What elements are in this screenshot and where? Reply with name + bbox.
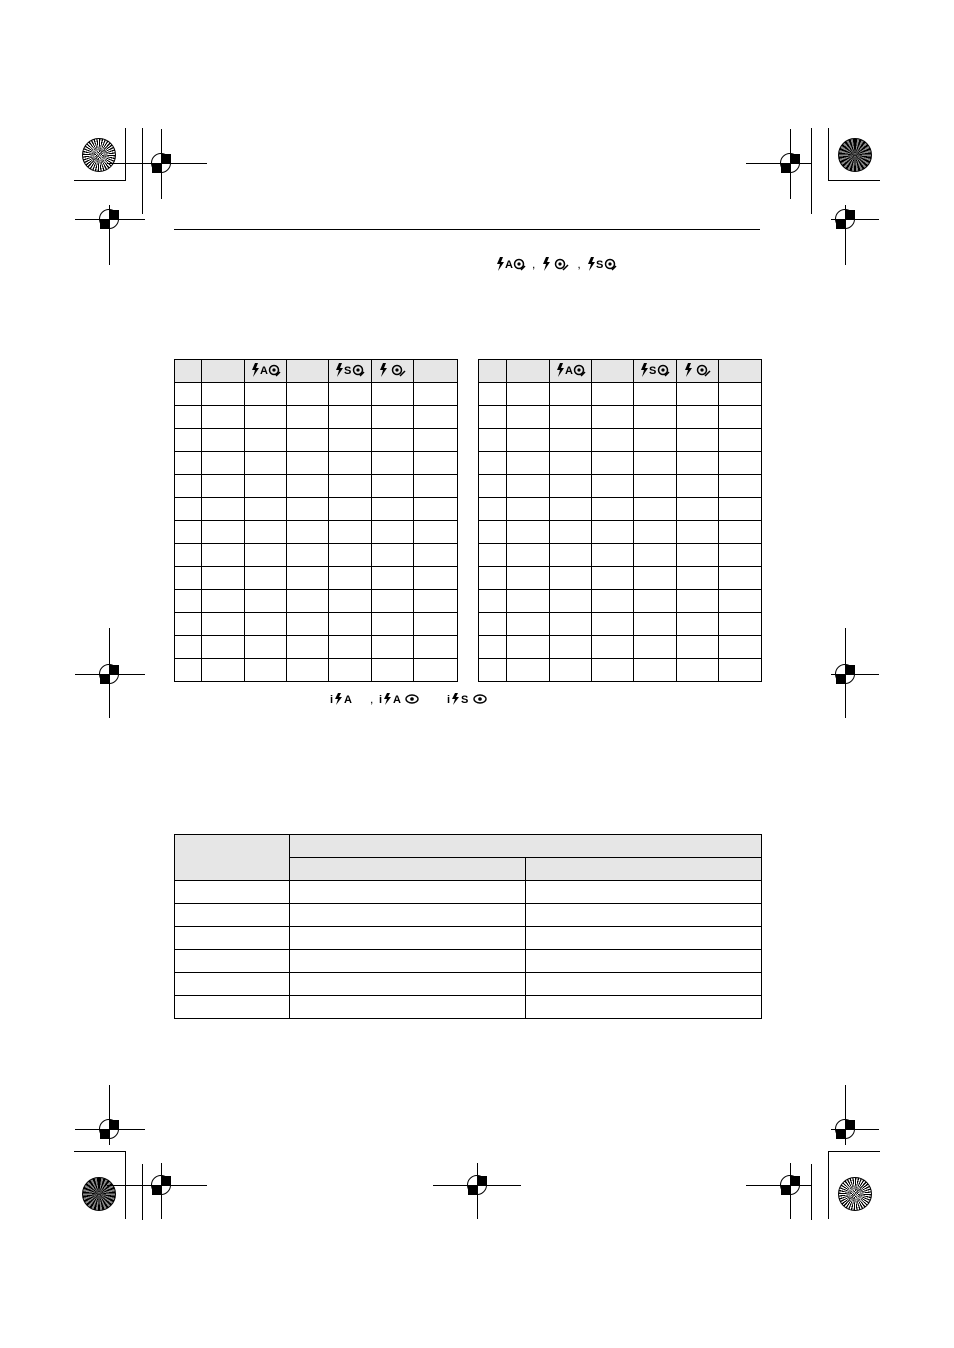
- table-cell: [634, 498, 677, 521]
- table-cell: [175, 636, 202, 659]
- table-cell: [372, 475, 414, 498]
- table-cell: [245, 659, 287, 682]
- flash-distance-table: [174, 834, 762, 1019]
- table-cell: [550, 636, 592, 659]
- table-cell: [372, 521, 414, 544]
- flash-slow-redeye-icon: [587, 256, 617, 272]
- table-cell: [329, 475, 372, 498]
- table-cell: [414, 452, 458, 475]
- table-cell: [526, 904, 762, 927]
- table-cell: [329, 429, 372, 452]
- table-cell: [372, 659, 414, 682]
- table-cell: [677, 567, 719, 590]
- table-cell: [550, 613, 592, 636]
- table-cell: [372, 613, 414, 636]
- table-row: [479, 475, 762, 498]
- table-cell: [202, 636, 245, 659]
- table-cell: [719, 521, 762, 544]
- table-cell: [677, 521, 719, 544]
- header-cell: [414, 360, 458, 383]
- header-cell: [592, 360, 634, 383]
- table-cell: [550, 544, 592, 567]
- table-cell: [372, 544, 414, 567]
- table-cell: [592, 406, 634, 429]
- table-row: [175, 904, 762, 927]
- table-cell: [329, 521, 372, 544]
- table-row: [479, 521, 762, 544]
- table-cell: [329, 613, 372, 636]
- table-cell: [526, 996, 762, 1019]
- table-cell: [479, 383, 507, 406]
- table-cell: [287, 590, 329, 613]
- header-cell: [634, 360, 677, 383]
- flash-slow-redeye-icon: [335, 362, 365, 378]
- svg-text:A: A: [344, 694, 352, 706]
- table-cell: [329, 659, 372, 682]
- table-cell: [372, 429, 414, 452]
- header-cell: [175, 360, 202, 383]
- table-cell: [414, 636, 458, 659]
- header-cell: [329, 360, 372, 383]
- table-cell: [414, 383, 458, 406]
- table-cell: [329, 590, 372, 613]
- table-cell: [479, 521, 507, 544]
- table-row: [175, 544, 458, 567]
- registration-sunburst-icon: [82, 1177, 116, 1211]
- table-row: [479, 590, 762, 613]
- table-cell: [202, 521, 245, 544]
- table-cell: [414, 406, 458, 429]
- table-cell: [175, 659, 202, 682]
- table-cell: [287, 475, 329, 498]
- table-cell: [245, 613, 287, 636]
- table-row: [479, 567, 762, 590]
- table-cell: [634, 475, 677, 498]
- table-cell: [677, 544, 719, 567]
- table-cell: [550, 498, 592, 521]
- table-cell: [287, 544, 329, 567]
- table-cell: [414, 567, 458, 590]
- table-cell: [507, 383, 550, 406]
- table-cell: [372, 383, 414, 406]
- table-cell: [202, 613, 245, 636]
- table-cell: [175, 544, 202, 567]
- table-header-row: [175, 360, 458, 383]
- registration-sunburst-icon: [838, 138, 872, 172]
- range-table-corner-cell: [175, 835, 290, 881]
- svg-text:S: S: [344, 364, 352, 377]
- table-row: [479, 452, 762, 475]
- table-cell: [719, 590, 762, 613]
- table-cell: [245, 406, 287, 429]
- table-cell: [202, 406, 245, 429]
- table-cell: [592, 383, 634, 406]
- table-cell: [479, 406, 507, 429]
- table-cell: [634, 659, 677, 682]
- table-cell: [414, 590, 458, 613]
- table-row: [479, 613, 762, 636]
- table-cell: [245, 544, 287, 567]
- table-cell: [202, 429, 245, 452]
- header-cell: [479, 360, 507, 383]
- table-cell: [550, 429, 592, 452]
- flash-on-redeye-icon: [378, 362, 408, 378]
- table-cell: [507, 429, 550, 452]
- table-cell: [592, 521, 634, 544]
- table-cell: [175, 881, 290, 904]
- table-cell: [507, 544, 550, 567]
- table-cell: [175, 429, 202, 452]
- table-cell: [202, 659, 245, 682]
- table-cell: [479, 659, 507, 682]
- table-cell: [507, 659, 550, 682]
- table-cell: [677, 452, 719, 475]
- table-cell: [175, 452, 202, 475]
- table-cell: [719, 567, 762, 590]
- table-cell: [592, 452, 634, 475]
- table-cell: [592, 567, 634, 590]
- svg-text:S: S: [595, 259, 604, 271]
- svg-text:A: A: [505, 259, 513, 271]
- table-row: [479, 636, 762, 659]
- range-table-subheader-tele: [526, 858, 762, 881]
- table-cell: [245, 498, 287, 521]
- table-cell: [719, 383, 762, 406]
- flash-on-redeye-icon: [683, 362, 713, 378]
- table-cell: [245, 636, 287, 659]
- table-row: [479, 659, 762, 682]
- table-cell: [287, 659, 329, 682]
- intelligent-flash-auto-redeye-icon: [379, 692, 423, 706]
- table-cell: [290, 927, 526, 950]
- table-cell: [290, 904, 526, 927]
- table-cell: [550, 659, 592, 682]
- table-cell: [592, 636, 634, 659]
- table-cell: [550, 452, 592, 475]
- table-cell: [634, 567, 677, 590]
- header-cell: [507, 360, 550, 383]
- table-cell: [550, 406, 592, 429]
- table-cell: [290, 881, 526, 904]
- flash-auto-redeye-icon: [496, 256, 526, 272]
- table-cell: [592, 544, 634, 567]
- table-cell: [202, 498, 245, 521]
- intelligent-flash-auto-icon: [330, 692, 364, 706]
- table-row: [175, 452, 458, 475]
- range-table-subheader-wide: [290, 858, 526, 881]
- table-row: [175, 383, 458, 406]
- table-cell: [202, 544, 245, 567]
- table-cell: [592, 659, 634, 682]
- table-cell: [175, 475, 202, 498]
- table-row: [479, 406, 762, 429]
- table-cell: [245, 452, 287, 475]
- table-cell: [329, 383, 372, 406]
- svg-text:A: A: [564, 364, 573, 377]
- table-cell: [414, 613, 458, 636]
- table-cell: [479, 475, 507, 498]
- table-row: [175, 567, 458, 590]
- table-cell: [329, 452, 372, 475]
- table-cell: [290, 973, 526, 996]
- table-cell: [372, 498, 414, 521]
- table-cell: [507, 406, 550, 429]
- table-cell: [677, 590, 719, 613]
- table-row: [175, 613, 458, 636]
- table-cell: [245, 521, 287, 544]
- table-cell: [479, 590, 507, 613]
- header-cell: [719, 360, 762, 383]
- table-cell: [634, 429, 677, 452]
- table-cell: [372, 567, 414, 590]
- table-row: [479, 383, 762, 406]
- table-cell: [634, 521, 677, 544]
- table-header-row: [479, 360, 762, 383]
- header-cell: [372, 360, 414, 383]
- footnote-flash-icons: i A , i A i S: [330, 692, 491, 706]
- table-cell: [372, 636, 414, 659]
- table-cell: [479, 498, 507, 521]
- header-flash-icons: A , , S: [496, 256, 617, 272]
- header-cell: [202, 360, 245, 383]
- table-cell: [175, 973, 290, 996]
- table-cell: [175, 406, 202, 429]
- table-cell: [550, 383, 592, 406]
- table-cell: [329, 498, 372, 521]
- table-cell: [202, 567, 245, 590]
- table-row: [175, 927, 762, 950]
- svg-text:A: A: [393, 694, 402, 706]
- table-cell: [175, 613, 202, 636]
- table-cell: [507, 475, 550, 498]
- table-cell: [202, 590, 245, 613]
- table-cell: [507, 636, 550, 659]
- table-cell: [287, 406, 329, 429]
- table-cell: [677, 636, 719, 659]
- flash-auto-redeye-icon: [556, 362, 586, 378]
- table-cell: [287, 429, 329, 452]
- table-cell: [526, 973, 762, 996]
- flash-range-table-right: [478, 359, 762, 682]
- table-cell: [719, 429, 762, 452]
- table-cell: [550, 521, 592, 544]
- table-cell: [414, 475, 458, 498]
- table-cell: [507, 567, 550, 590]
- table-cell: [414, 659, 458, 682]
- table-cell: [479, 613, 507, 636]
- table-row: [479, 429, 762, 452]
- table-cell: [634, 613, 677, 636]
- table-row: [175, 950, 762, 973]
- table-cell: [719, 613, 762, 636]
- flash-on-redeye-icon: [541, 256, 571, 272]
- flash-auto-redeye-icon: [251, 362, 281, 378]
- table-row: [175, 498, 458, 521]
- table-cell: [634, 590, 677, 613]
- flash-range-table-left: [174, 359, 458, 682]
- table-row: [175, 659, 458, 682]
- table-cell: [507, 613, 550, 636]
- table-cell: [550, 590, 592, 613]
- registration-sunburst-icon: [82, 138, 116, 172]
- table-cell: [202, 452, 245, 475]
- registration-sunburst-icon: [838, 1177, 872, 1211]
- table-cell: [719, 544, 762, 567]
- table-cell: [245, 429, 287, 452]
- table-cell: [550, 567, 592, 590]
- table-cell: [634, 383, 677, 406]
- table-cell: [719, 406, 762, 429]
- table-cell: [526, 950, 762, 973]
- table-cell: [287, 636, 329, 659]
- table-cell: [329, 636, 372, 659]
- table-cell: [329, 567, 372, 590]
- svg-text:A: A: [259, 364, 268, 377]
- table-cell: [202, 475, 245, 498]
- table-cell: [592, 590, 634, 613]
- table-cell: [507, 590, 550, 613]
- table-cell: [287, 521, 329, 544]
- table-cell: [287, 498, 329, 521]
- table-cell: [414, 521, 458, 544]
- table-row: [175, 636, 458, 659]
- range-table-group-header: [290, 835, 762, 858]
- table-cell: [550, 475, 592, 498]
- svg-text:i: i: [330, 694, 334, 706]
- table-cell: [677, 498, 719, 521]
- table-cell: [479, 636, 507, 659]
- table-cell: [245, 475, 287, 498]
- svg-text:S: S: [461, 694, 469, 706]
- table-cell: [634, 636, 677, 659]
- table-cell: [175, 996, 290, 1019]
- table-cell: [719, 636, 762, 659]
- header-cell: [550, 360, 592, 383]
- table-cell: [592, 475, 634, 498]
- svg-text:S: S: [649, 364, 657, 377]
- table-row: [175, 475, 458, 498]
- table-cell: [479, 429, 507, 452]
- table-cell: [287, 383, 329, 406]
- table-cell: [634, 406, 677, 429]
- table-cell: [677, 659, 719, 682]
- table-cell: [287, 567, 329, 590]
- table-cell: [372, 590, 414, 613]
- table-cell: [677, 406, 719, 429]
- svg-text:i: i: [447, 694, 451, 706]
- table-cell: [592, 613, 634, 636]
- table-cell: [719, 659, 762, 682]
- table-cell: [507, 452, 550, 475]
- table-cell: [677, 475, 719, 498]
- table-cell: [175, 383, 202, 406]
- header-rule: [174, 229, 760, 230]
- table-cell: [526, 881, 762, 904]
- table-cell: [175, 590, 202, 613]
- table-row: [175, 996, 762, 1019]
- intelligent-flash-slow-redeye-icon: [447, 692, 491, 706]
- table-cell: [245, 383, 287, 406]
- table-cell: [526, 927, 762, 950]
- table-cell: [719, 498, 762, 521]
- table-row: [175, 973, 762, 996]
- table-cell: [175, 521, 202, 544]
- table-cell: [719, 452, 762, 475]
- table-row: [479, 544, 762, 567]
- table-cell: [592, 498, 634, 521]
- table-cell: [175, 927, 290, 950]
- header-cell: [677, 360, 719, 383]
- table-cell: [677, 429, 719, 452]
- table-row: [175, 521, 458, 544]
- table-cell: [479, 452, 507, 475]
- table-cell: [329, 544, 372, 567]
- table-cell: [202, 383, 245, 406]
- table-cell: [634, 452, 677, 475]
- table-cell: [372, 452, 414, 475]
- table-cell: [290, 950, 526, 973]
- table-cell: [329, 406, 372, 429]
- table-cell: [287, 613, 329, 636]
- table-row: [175, 881, 762, 904]
- table-cell: [414, 429, 458, 452]
- table-cell: [290, 996, 526, 1019]
- header-cell: [245, 360, 287, 383]
- table-cell: [175, 567, 202, 590]
- table-cell: [677, 383, 719, 406]
- table-cell: [677, 613, 719, 636]
- table-cell: [175, 950, 290, 973]
- table-cell: [175, 904, 290, 927]
- table-cell: [507, 521, 550, 544]
- flash-slow-redeye-icon: [640, 362, 670, 378]
- table-cell: [634, 544, 677, 567]
- table-row: [175, 590, 458, 613]
- table-cell: [414, 544, 458, 567]
- header-cell: [287, 360, 329, 383]
- table-cell: [287, 452, 329, 475]
- table-cell: [175, 498, 202, 521]
- table-row: [175, 429, 458, 452]
- table-row: [175, 406, 458, 429]
- table-cell: [245, 567, 287, 590]
- table-cell: [372, 406, 414, 429]
- table-cell: [592, 429, 634, 452]
- table-cell: [479, 567, 507, 590]
- table-cell: [719, 475, 762, 498]
- table-cell: [414, 498, 458, 521]
- table-cell: [507, 498, 550, 521]
- svg-text:i: i: [379, 694, 383, 706]
- table-row: [479, 498, 762, 521]
- table-cell: [245, 590, 287, 613]
- table-cell: [479, 544, 507, 567]
